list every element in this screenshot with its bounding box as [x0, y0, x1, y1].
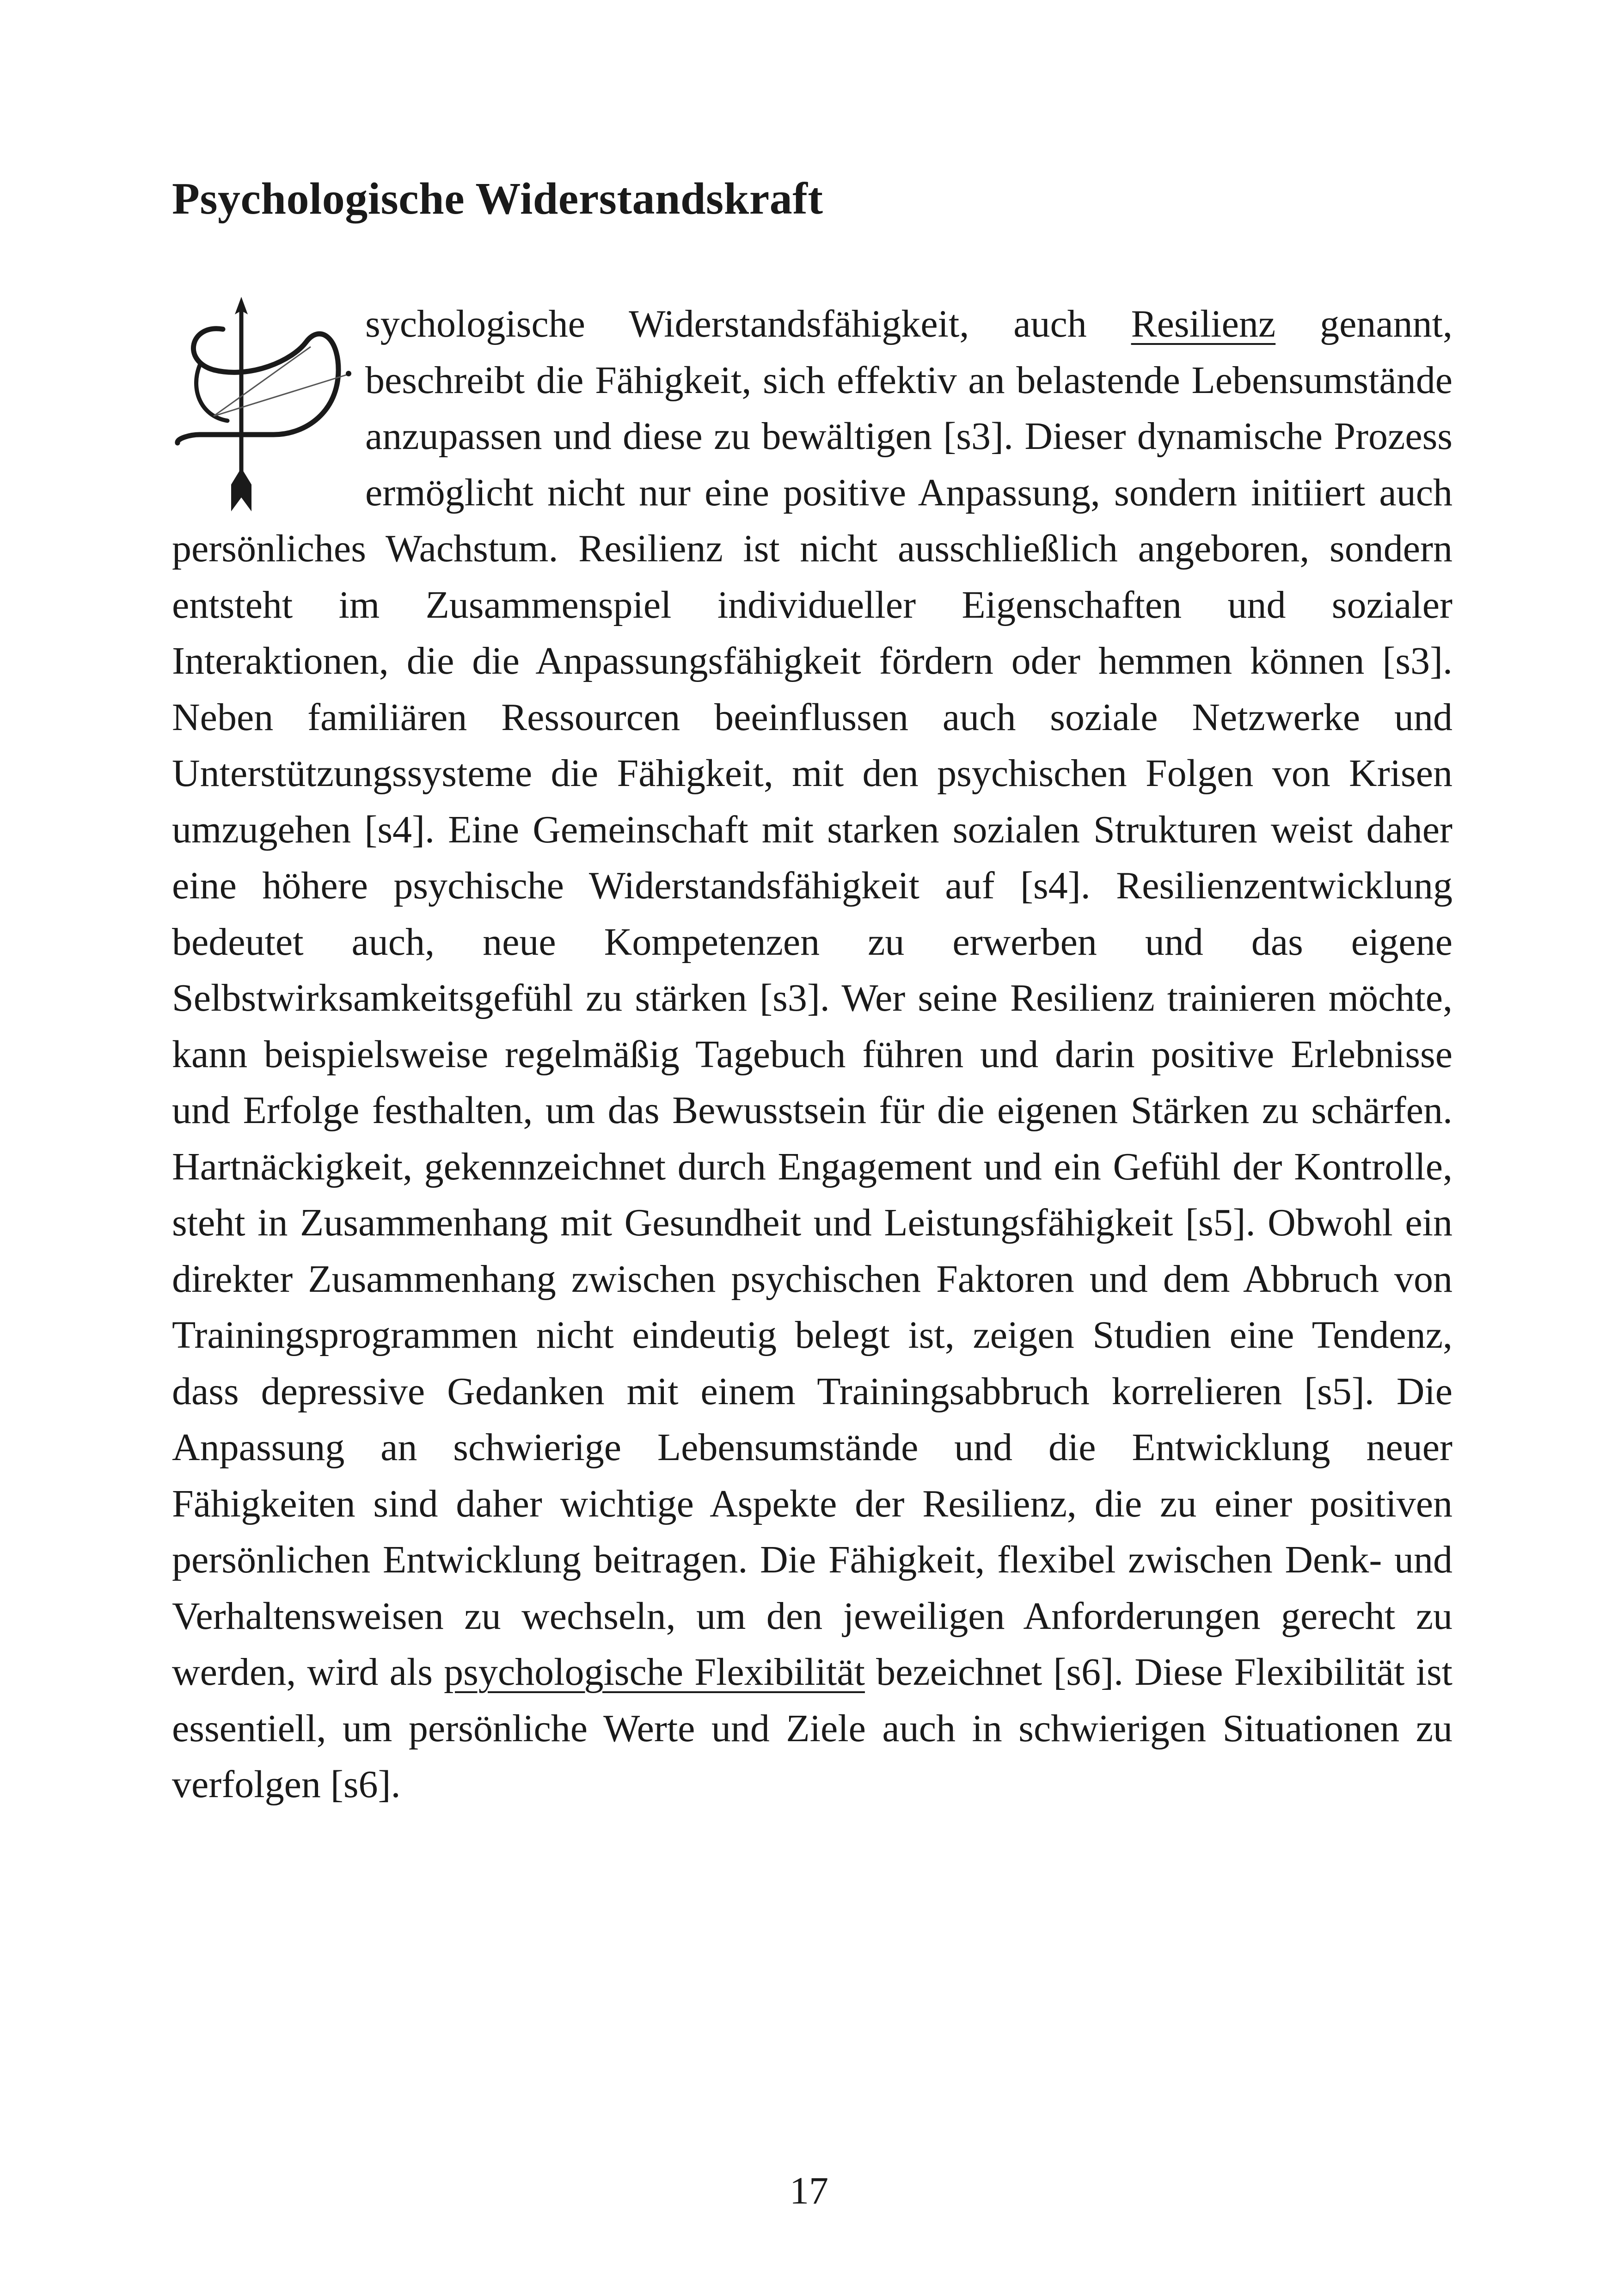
term-psychologische-flexibilitaet: psychologische Flexibilität	[444, 1651, 865, 1694]
page-title: Psychologische Widerstandskraft	[172, 174, 823, 224]
paragraph-text-part2: genannt, beschreibt die Fähigkeit, sich effektiv an belastende Lebensumstände anzupassen und diese zu bewältigen [s3]. Dieser dynamische Prozess ermöglicht nicht nur eine positive Anpassung, sondern initiiert auch persönliches Wachstum. Resilienz ist nicht ausschließlich angeboren, sondern entsteht im Zusammenspiel individueller Eigenschaften und sozialer Interaktionen, die die Anpassungsfähigkeit fördern oder hemmen können [s3]. Neben familiären Ressourcen beeinflussen auch soziale Netzwerke und Unterstützungssysteme die Fähigkeit, mit den psychischen Folgen von Krisen umzugehen [s4]. Eine Gemeinschaft mit starken sozialen Strukturen weist daher eine höhere psychische Widerstandsfähigkeit auf [s4]. Resilienzentwicklung bedeutet auch, neue Kompetenzen zu erwerben und das eigene Selbstwirksamkeitsgefühl zu stärken [s3]. Wer seine Resilienz trainieren möchte, kann beispielsweise regelmäßig Tagebuch führen und darin positive Erlebnisse und Erfolge festhalten, um das Bewusstsein für die eigenen Stärken zu schärfen. Hartnäckigkeit, gekennzeichnet durch Engagement und ein Gefühl der Kontrolle, steht in Zusammenhang mit Gesundheit und Leistungsfähigkeit [s5]. Obwohl ein direkter Zusammenhang zwischen psychischen Faktoren und dem Abbruch von Trainingsprogrammen nicht eindeutig belegt ist, zeigen Studien eine Tendenz, dass depressive Gedanken mit einem Trainingsabbruch korrelieren [s5]. Die Anpassung an schwierige Lebensumstände und die Entwicklung neuer Fähigkeiten sind daher wichtige Aspekte der Resilienz, die zu einer positiven persönlichen Entwicklung beitragen. Die Fähigkeit, flexibel zwischen Denk- und Verhaltensweisen zu wechseln, um den jeweiligen Anforderungen gerecht zu werden, wird als	[172, 302, 1453, 1694]
paragraph-text-part3: bezeichnet [s6]. Diese Flexibilität ist essentiell, um persönliche Werte und Ziele auch in schwierigen Situationen zu verfolgen [s6].	[172, 1651, 1453, 1806]
paragraph-text-part1: sychologische Widerstandsfähigkeit, auch	[365, 302, 1131, 345]
term-resilienz: Resilienz	[1131, 302, 1276, 345]
drop-cap-bow-and-arrow-icon	[172, 296, 365, 521]
body-paragraph	[172, 296, 1453, 1813]
page-number: 17	[790, 2169, 828, 2212]
